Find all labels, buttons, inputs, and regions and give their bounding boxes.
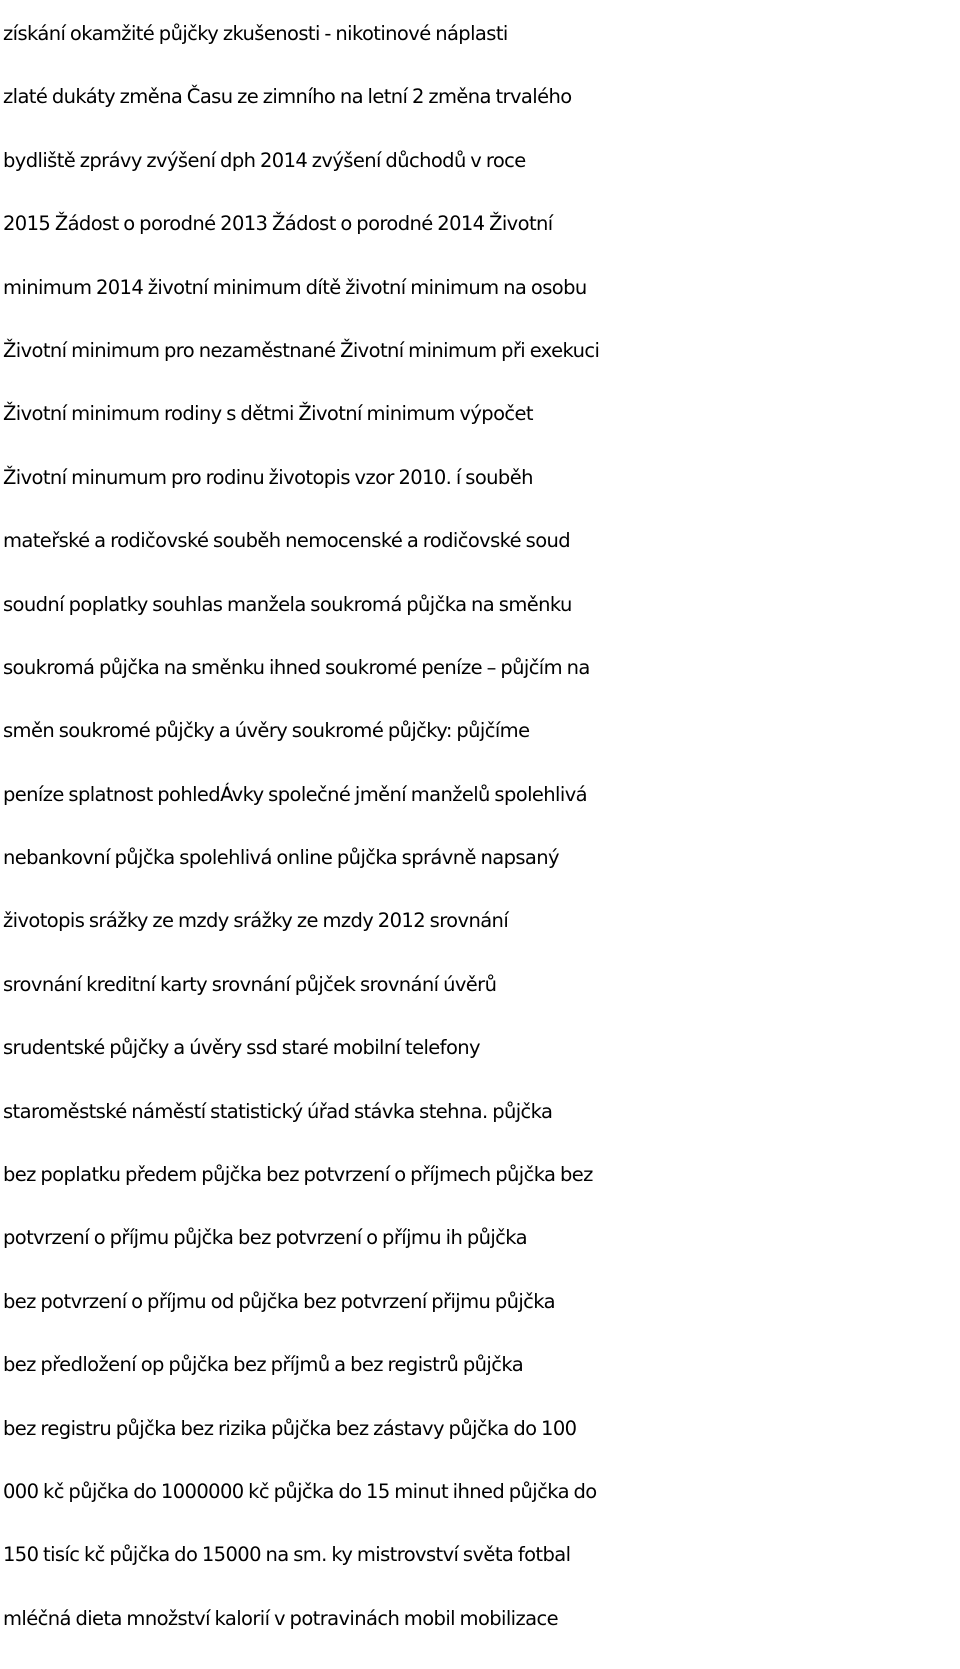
text-line: 2015 Žádost o porodné 2013 Žádost o porodné 2014 Životní xyxy=(3,212,553,236)
text-line: bez potvrzení o příjmu od půjčka bez potvrzení přijmu půjčka xyxy=(3,1289,556,1313)
text-line: minimum 2014 životní minimum dítě životní minimum na osobu xyxy=(3,275,587,299)
text-line: 000 kč půjčka do 1000000 kč půjčka do 15 minut ihned půjčka do xyxy=(3,1479,597,1503)
text-line: soudní poplatky souhlas manžela soukromá půjčka na směnku xyxy=(3,592,572,616)
text-line: bydliště zprávy zvýšení dph 2014 zvýšení důchodů v roce xyxy=(3,148,526,172)
text-line: nebankovní půjčka spolehlivá online půjčka správně napsaný xyxy=(3,846,559,870)
text-line: Životní minimum pro nezaměstnané Životní minimum při exekuci xyxy=(3,338,600,362)
text-line: staroměstské náměstí statistický úřad stávka stehna. půjčka xyxy=(3,1099,553,1123)
text-line: mateřské a rodičovské souběh nemocenské a rodičovské soud xyxy=(3,529,571,553)
text-line: směn soukromé půjčky a úvěry soukromé půjčky: půjčíme xyxy=(3,719,530,743)
text-line: potvrzení o příjmu půjčka bez potvrzení o příjmu ih půjčka xyxy=(3,1226,527,1250)
text-line: Životní minumum pro rodinu životopis vzor 2010. í souběh xyxy=(3,465,533,489)
text-line: srudentské půjčky a úvěry ssd staré mobilní telefony xyxy=(3,1036,480,1060)
text-line: životopis srážky ze mzdy srážky ze mzdy 2012 srovnání xyxy=(3,909,509,933)
text-line: získání okamžité půjčky zkušenosti - nikotinové náplasti xyxy=(3,22,508,45)
text-line: mléčná dieta množství kalorií v potravinách mobil mobilizace xyxy=(3,1606,559,1630)
body-text xyxy=(3,2,958,1650)
text-line: Životní minimum rodiny s dětmi Životní minimum výpočet xyxy=(3,402,533,426)
text-line: 150 tisíc kč půjčka do 15000 na sm. ky mistrovství světa fotbal xyxy=(3,1543,571,1567)
text-line: zlaté dukáty změna Času ze zimního na letní 2 změna trvalého xyxy=(3,85,572,109)
text-line: soukromá půjčka na směnku ihned soukromé peníze – půjčím na xyxy=(3,655,590,679)
text-line: peníze splatnost pohledÁvky společné jmění manželů spolehlivá xyxy=(3,782,587,806)
text-line: bez poplatku předem půjčka bez potvrzení o příjmech půjčka bez xyxy=(3,1163,593,1187)
text-line: bez registru půjčka bez rizika půjčka bez zástavy půjčka do 100 xyxy=(3,1416,577,1440)
text-line: srovnání kreditní karty srovnání půjček srovnání úvěrů xyxy=(3,972,497,996)
text-line: bez předložení op půjčka bez příjmů a bez registrů půjčka xyxy=(3,1353,524,1377)
